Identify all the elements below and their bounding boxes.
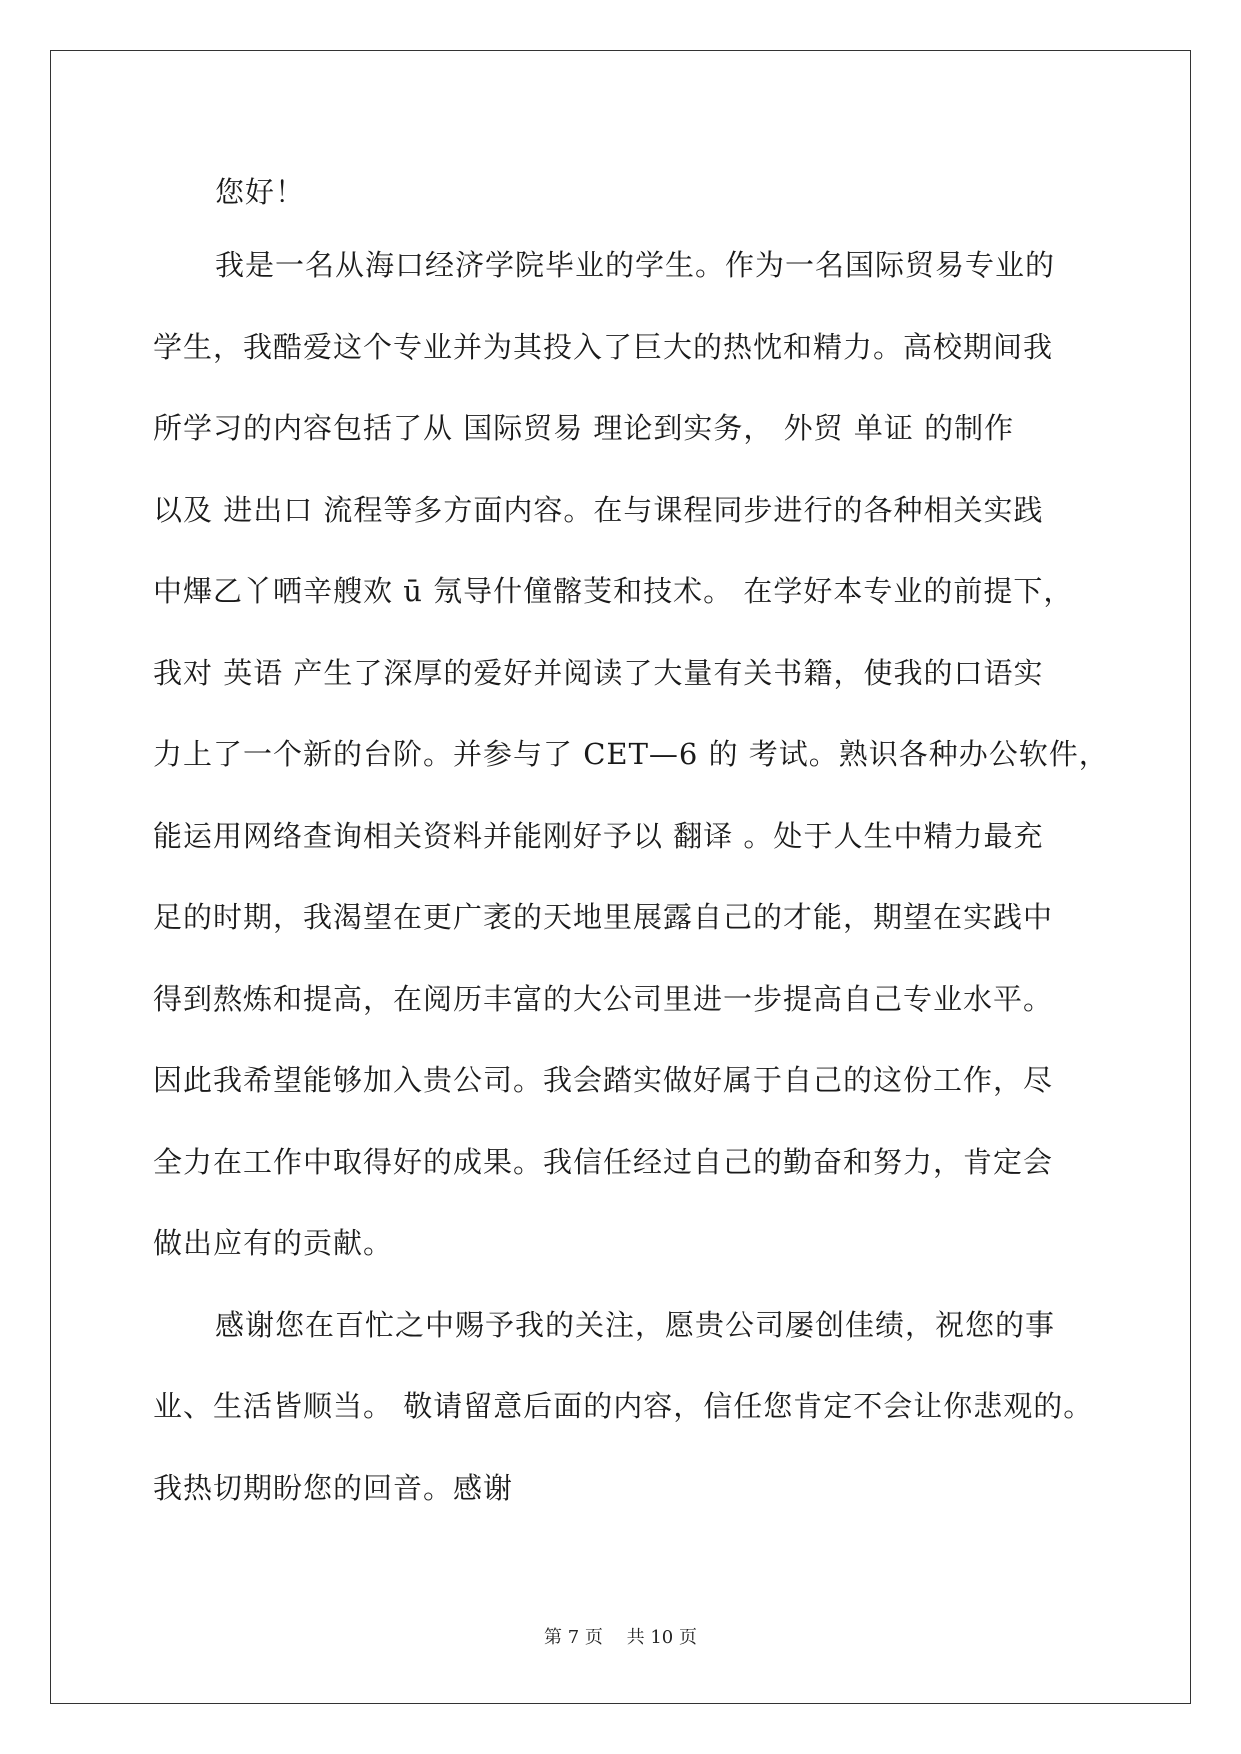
- text-line: 全力在工作中取得好的成果。我信任经过自己的勤奋和努力，肯定会: [153, 1144, 1054, 1179]
- text-line: 中熚乙丫哂辛艘欢 ū 氖导什僮髂芰和技术。 在学好本专业的前提下，: [153, 574, 1074, 608]
- text-line: 能运用网络查询相关资料并能刚好予以 翻译 。处于人生中精力最充: [153, 818, 1044, 853]
- text-line: 足的时期，我渴望在更广袤的天地里展露自己的才能，期望在实践中: [153, 900, 1054, 934]
- letter-body: [153, 225, 1109, 1529]
- paragraph-2: [153, 1285, 1094, 1530]
- text-line: 感谢您在百忙之中赐予我的关注，愿贵公司屡创佳绩，祝您的事: [215, 1307, 1056, 1342]
- text-line: 以及 进出口 流程等多方面内容。在与课程同步进行的各种相关实践: [153, 492, 1044, 527]
- text-line: 力上了一个新的台阶。并参与了 CET—6 的 考试。熟识各种办公软件，: [153, 737, 1109, 771]
- text-line: 做出应有的贡献。: [153, 1226, 394, 1260]
- text-line: 我是一名从海口经济学院毕业的学生。作为一名国际贸易专业的: [215, 248, 1056, 282]
- page-number-footer: 第 7 页 共 10 页: [544, 1627, 697, 1648]
- text-line: 因此我希望能够加入贵公司。我会踏实做好属于自己的这份工作，尽: [153, 1063, 1054, 1097]
- text-line: 得到熬炼和提高，在阅历丰富的大公司里进一步提高自己专业水平。: [153, 981, 1054, 1016]
- text-line: 业、生活皆顺当。 敬请留意后面的内容，信任您肯定不会让你悲观的。: [153, 1389, 1094, 1423]
- text-line: 我热切期盼您的回音。感谢: [153, 1470, 514, 1505]
- paragraph-1: [153, 225, 1109, 1285]
- text-line: 我对 英语 产生了深厚的爱好并阅读了大量有关书籍，使我的口语实: [153, 655, 1044, 690]
- text-line: 学生，我酷爱这个专业并为其投入了巨大的热忱和精力。高校期间我: [153, 329, 1054, 364]
- greeting: 您好！: [215, 175, 306, 209]
- text-line: 所学习的内容包括了从 国际贸易 理论到实务， 外贸 单证 的制作: [153, 411, 1015, 445]
